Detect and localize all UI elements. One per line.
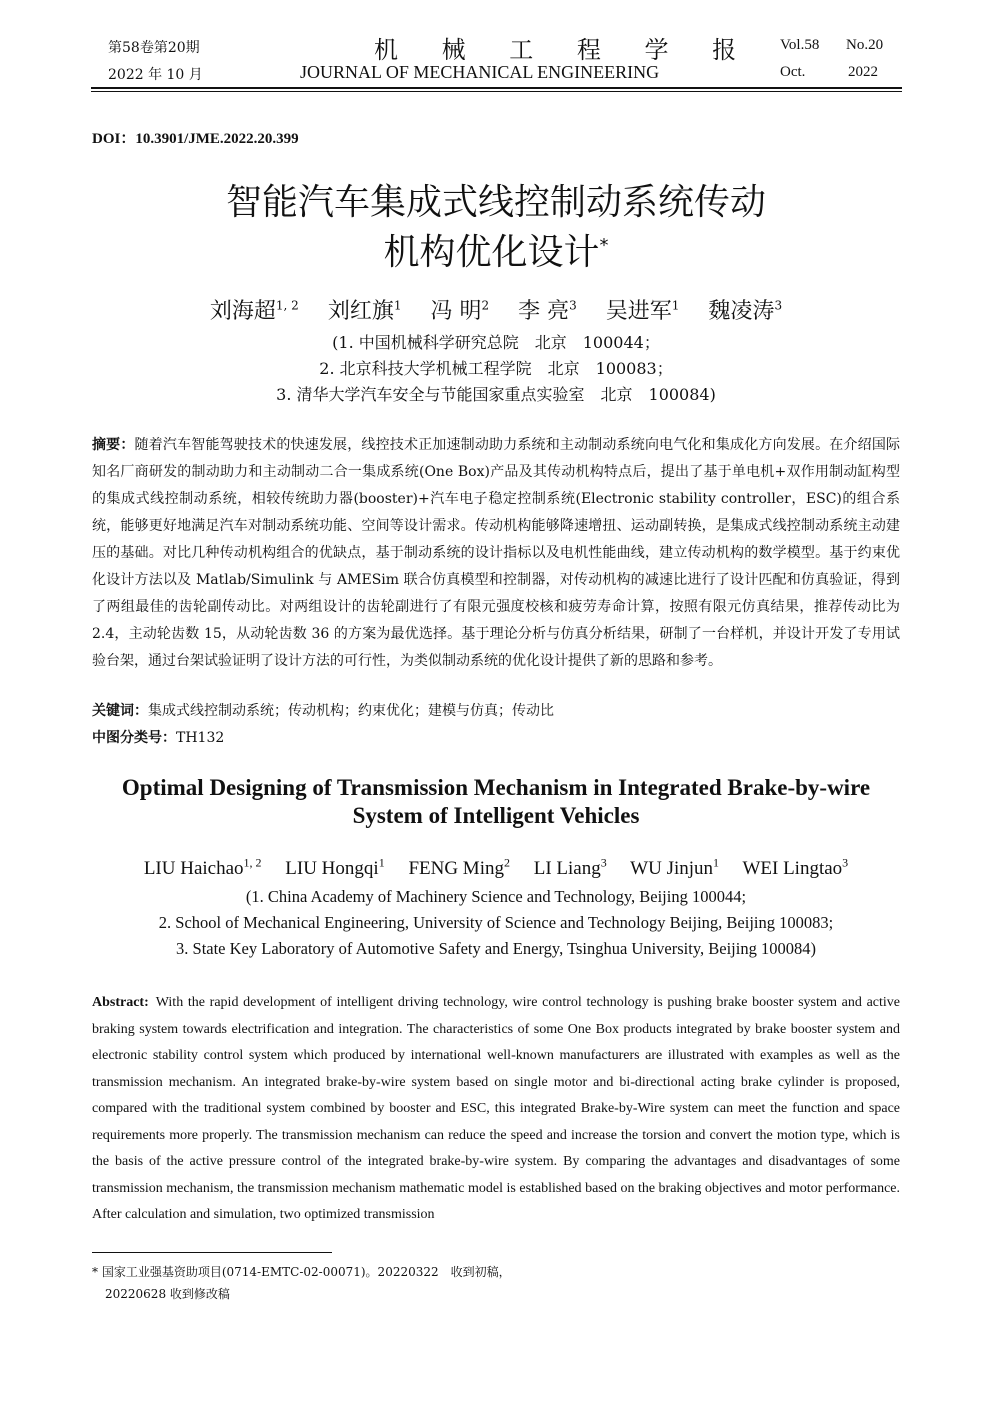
year-en: 2022 — [848, 64, 878, 80]
doi: DOI：10.3901/JME.2022.20.399 — [92, 131, 299, 147]
affiliation-cn-1: (1. 中国机械科学研究总院 北京 100044； — [332, 333, 660, 352]
title-cn-line2: 机构优化设计* — [383, 232, 609, 273]
title-footnote-mark: * — [599, 235, 609, 256]
clc-number: 中图分类号：TH132 — [92, 730, 225, 746]
author-en: FENG Ming — [408, 858, 504, 879]
author-cn: 冯 明 — [430, 299, 482, 324]
volume-en: Vol.58 — [780, 37, 820, 53]
keywords-cn: 关键词：集成式线控制动系统；传动机构；约束优化；建模与仿真；传动比 — [92, 703, 554, 719]
author-en: LIU Hongqi — [285, 858, 379, 879]
footnote-rule — [92, 1252, 332, 1253]
abstract-cn — [92, 432, 900, 675]
title-en-line1: Optimal Designing of Transmission Mechanism in Integrated Brake-by-wire — [121, 775, 871, 800]
authors-cn: 刘海超$^{1, 2}$ 刘红旗$^1$ 冯 明$^2$ 李 亮$^3$ 吴进军$^1$ 魏凌涛$^3$ — [209, 298, 783, 324]
abstract-en — [92, 990, 900, 1229]
abstract-cn-text: 随着汽车智能驾驶技术的快速发展，线控技术正加速制动助力系统和主动制动系统向电气化和集成化方向发展。在介绍国际知名厂商研发的制动助力和主动制动二合一集成系统(One Box)产品及其传动机构特点后，提出了基于单电机+双作用制动缸构型的集成式线控制动系统，相较传统助力器(booster)+汽车电子稳定控制系统(Electronic stability controller，ESC)的组合系统，能够更好地满足汽车对制动系统功能、空间等设计需求。传动机构能够降速增扭、运动副转换，是集成式线控制动系统主动建压的基础。对比几种传动机构组合的优缺点，基于制动系统的设计指标以及电机性能曲线，建立传动机构的数学模型。基于约束优化设计方法以及 Matlab/Simulink 与 AMESim 联合仿真模型和控制器，对传动机构的减速比进行了设计匹配和仿真验证，得到了两组最佳的齿轮副传动比。对两组设计的齿轮副进行了有限元强度校核和疲劳寿命计算，按照有限元仿真结果，推荐传动比为 2.4，主动轮齿数 15，从动轮齿数 36 的方案为最优选择。基于理论分析与仿真分析结果，研制了一台样机，并设计开发了专用试验台架，通过台架试验证明了设计方法的可行性，为类似制动系统的优化设计提供了新的思路和参考。 — [92, 437, 901, 669]
author-cn: 魏凌涛 — [708, 299, 775, 324]
journal-name-en: JOURNAL OF MECHANICAL ENGINEERING — [300, 62, 660, 82]
author-en: WEI Lingtao — [742, 858, 843, 879]
affiliation-en-2: 2. School of Mechanical Engineering, University of Science and Technology Beijing, Beijing 100083; — [158, 913, 834, 932]
author-cn: 刘海超 — [209, 299, 276, 324]
affiliation-cn-3: 3. 清华大学汽车安全与节能国家重点实验室 北京 100084) — [276, 385, 716, 404]
affiliation-en-3: 3. State Key Laboratory of Automotive Safety and Energy, Tsinghua University, Beijing 100084) — [176, 939, 816, 958]
abstract-en-label: Abstract: — [92, 995, 149, 1010]
affiliation-en-1: (1. China Academy of Machinery Science and Technology, Beijing 100044; — [245, 887, 747, 906]
author-en: LIU Haichao — [143, 858, 244, 879]
authors-en: LIU Haichao$^{1, 2}$ LIU Hongqi$^1$ FENG Ming$^2$ LI Liang$^3$ WU Jinjun$^1$ WEI Lingtao$^3$ — [143, 855, 849, 879]
issue-en: No.20 — [846, 37, 884, 53]
abstract-en-text: With the rapid development of intelligent driving technology, wire control technology is pushing brake booster system and active braking system towards electrification and integration. The characteristics of some One Box products integrated by brake booster system and electronic stability control system which produced by international well-known manufacturers are illustrated with examples as well as the transmission mechanism. An integrated brake-by-wire system based on single motor and bi-directional acting brake cylinder is proposed, compared with the traditional system combined by booster and ESC, this integrated Brake-by-Wire system can meet the function and space requirements more properly. The transmission mechanism can reduce the speed and increase the torsion and convert the motion type, which is the basis of the active pressure control of the integrated brake-by-wire system. By comparing the advantages and disadvantages of some transmission mechanism, the transmission mechanism mathematic model is established based on the braking objectives and motor performance. After calculation and simulation, two optimized transmission — [92, 995, 900, 1222]
title-en-line2: System of Intelligent Vehicles — [352, 803, 640, 828]
abstract-cn-label: 摘要： — [92, 437, 135, 453]
footnote-line2: 20220628 收到修改稿 — [105, 1287, 230, 1301]
author-cn: 吴进军 — [605, 299, 672, 324]
footnote-line1: * 国家工业强基资助项目(0714-EMTC-02-00071)。20220322 收到初稿， — [92, 1265, 511, 1279]
header-rule-thin — [91, 91, 902, 92]
volume-issue-cn: 第58卷第20期 — [108, 40, 200, 56]
date-cn: 2022 年 10 月 — [108, 67, 203, 83]
author-cn: 李 亮 — [518, 299, 570, 324]
author-en: WU Jinjun — [630, 858, 714, 879]
month-en: Oct. — [780, 64, 806, 80]
affiliation-cn-2: 2. 北京科技大学机械工程学院 北京 100083； — [319, 359, 673, 378]
header-rule-thick — [91, 87, 902, 89]
author-en: LI Liang — [533, 858, 601, 879]
journal-name-cn: 机 械 工 程 学 报 — [374, 36, 755, 64]
title-cn-line1: 智能汽车集成式线控制动系统传动 — [225, 182, 766, 223]
author-cn: 刘红旗 — [327, 299, 394, 324]
